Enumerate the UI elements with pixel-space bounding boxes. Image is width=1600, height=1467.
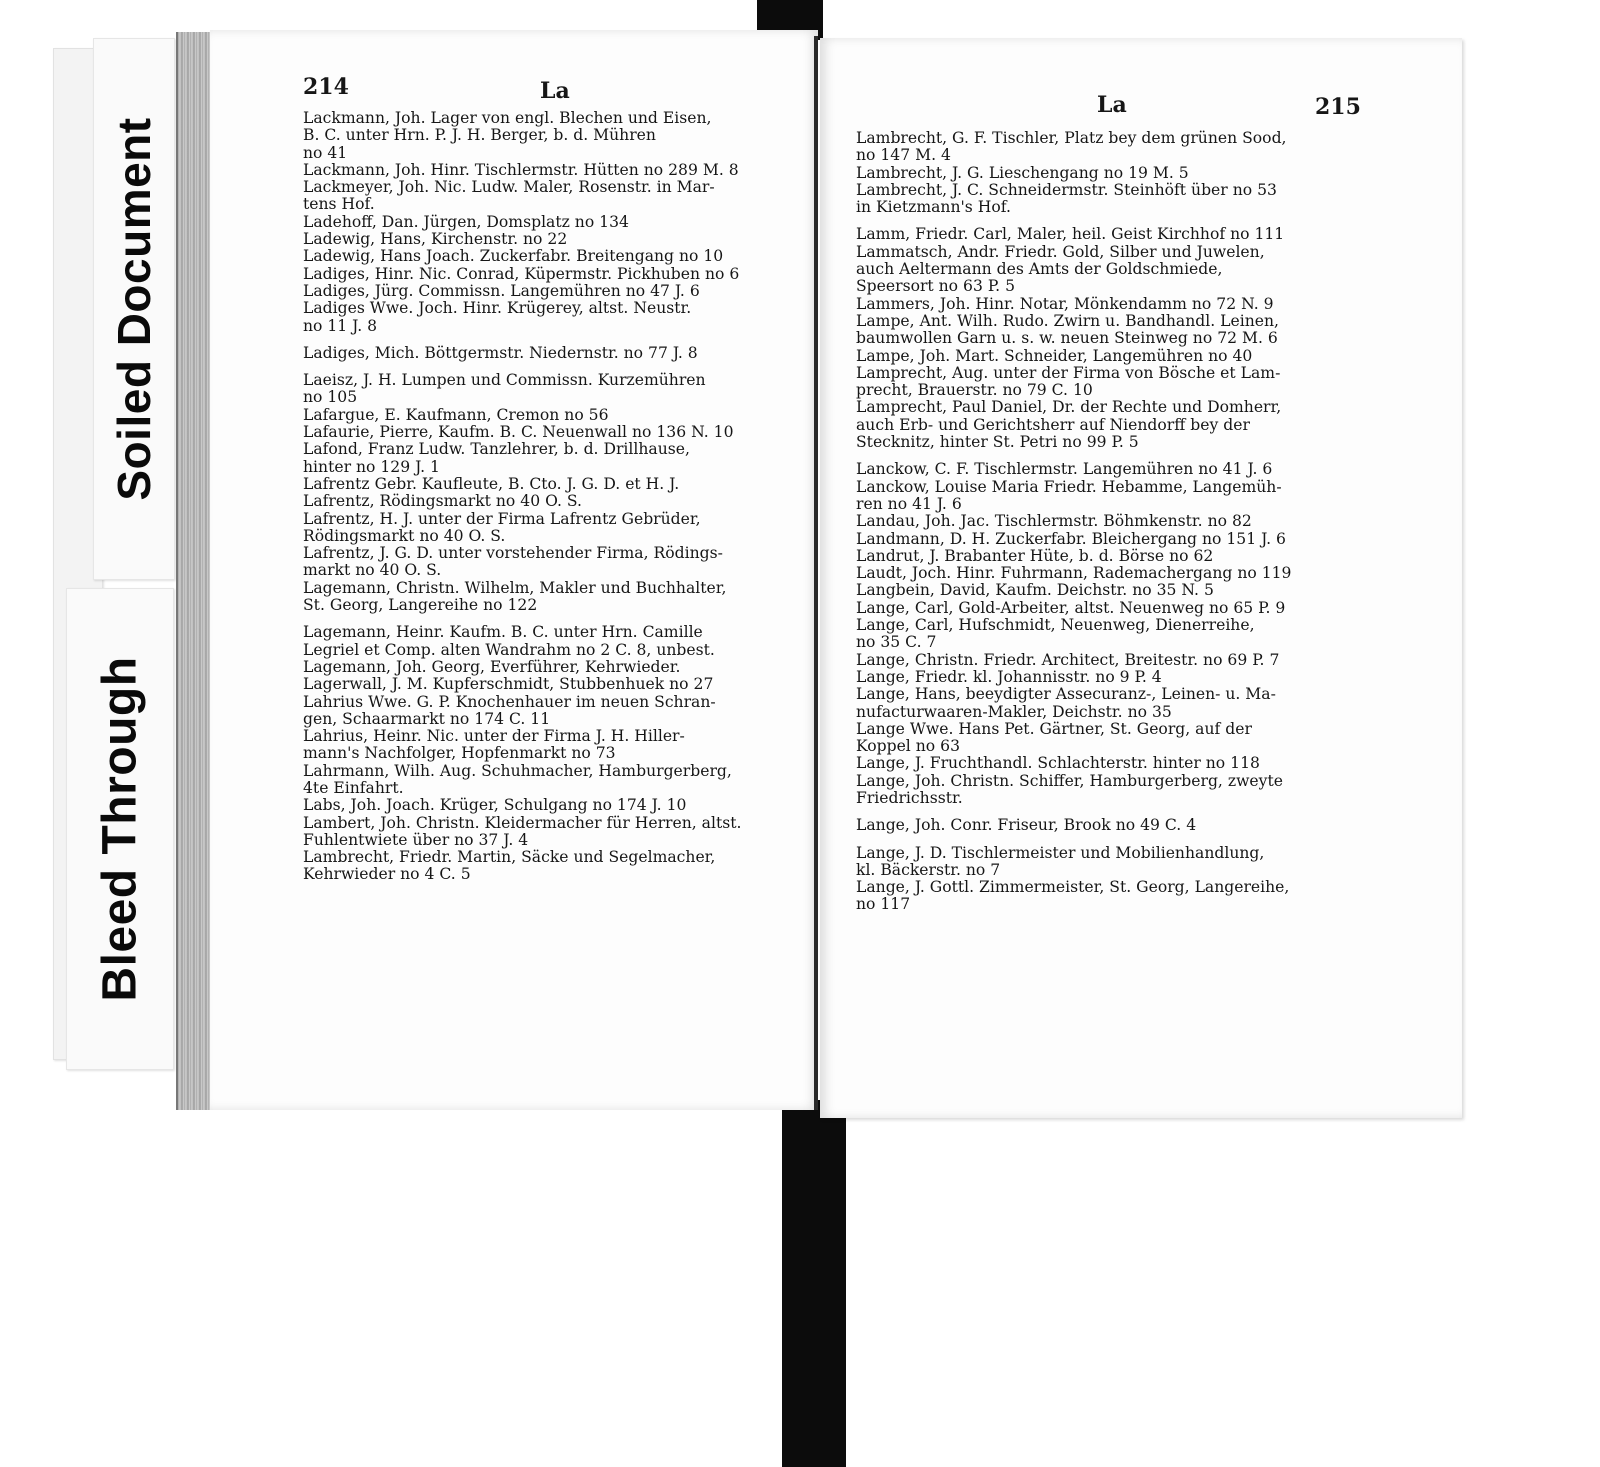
directory-entry	[303, 676, 741, 693]
entry-line: Lammers, Joh. Hinr. Notar, Mönkendamm no 72 N. 9	[856, 294, 1274, 313]
entry-line: Lafond, Franz Ludw. Tanzlehrer, b. d. Drillhause,	[303, 440, 690, 459]
entry-line: Speersort no 63 P. 5	[856, 277, 1015, 296]
entry-line: Landau, Joh. Jac. Tischlermstr. Böhmkenstr. no 82	[856, 512, 1252, 531]
directory-entry	[303, 694, 741, 729]
entry-line: B. C. unter Hrn. P. J. H. Berger, b. d. Mühren	[303, 126, 656, 145]
entry-line: no 41	[303, 143, 348, 162]
entry-line: Laeisz, J. H. Lumpen und Commissn. Kurzemühren	[303, 371, 706, 390]
entry-line: Friedrichsstr.	[856, 788, 963, 807]
entry-line: Laudt, Joch. Hinr. Fuhrmann, Rademachergang no 119	[856, 564, 1292, 583]
directory-entry	[856, 182, 1291, 217]
entry-line: Rödingsmarkt no 40 O. S.	[303, 526, 506, 545]
entry-line: no 147 M. 4	[856, 146, 951, 165]
entry-line: Lahrius Wwe. G. P. Knochenhauer im neuen Schran-	[303, 692, 716, 711]
entry-line: gen, Schaarmarkt no 174 C. 11	[303, 709, 551, 728]
directory-entry	[303, 162, 741, 179]
soiled-document-tag	[93, 38, 175, 580]
left-page-number: 214	[303, 74, 349, 100]
entry-line: Lampe, Joh. Mart. Schneider, Langemühren no 40	[856, 346, 1253, 365]
directory-entry	[303, 407, 741, 424]
entry-line: in Kietzmann's Hof.	[856, 198, 1011, 217]
directory-entry	[856, 617, 1291, 652]
entry-line: Lamprecht, Paul Daniel, Dr. der Rechte und Domherr,	[856, 398, 1282, 417]
right-running-head: La	[1097, 92, 1127, 118]
directory-entry	[856, 582, 1291, 599]
directory-entry	[856, 165, 1291, 182]
bleed-through-label: Bleed Through	[93, 656, 147, 1002]
directory-entry	[303, 580, 741, 615]
directory-entry	[303, 545, 741, 580]
entry-line: baumwollen Garn u. s. w. neuen Steinweg no 72 M. 6	[856, 329, 1278, 348]
entry-line: Lafargue, E. Kaufmann, Cremon no 56	[303, 405, 609, 424]
directory-entry	[303, 659, 741, 676]
right-page-number: 215	[1315, 94, 1361, 120]
directory-entry	[303, 511, 741, 546]
entry-line: Lanckow, C. F. Tischlermstr. Langemühren no 41 J. 6	[856, 460, 1273, 479]
entry-line: 4te Einfahrt.	[303, 778, 404, 797]
entry-line: Lafrentz, J. G. D. unter vorstehender Firma, Rödings-	[303, 544, 723, 563]
entry-line: Lampe, Ant. Wilh. Rudo. Zwirn u. Bandhandl. Leinen,	[856, 311, 1279, 330]
directory-entry	[856, 600, 1291, 617]
directory-entry	[303, 797, 741, 814]
entry-line: Lambrecht, J. C. Schneidermstr. Steinhöft über no 53	[856, 180, 1277, 199]
entry-line: Lackmeyer, Joh. Nic. Ludw. Maler, Rosenstr. in Mar-	[303, 178, 715, 197]
directory-entry	[856, 348, 1291, 365]
directory-entry	[303, 266, 741, 283]
entry-line: Lahrmann, Wilh. Aug. Schuhmacher, Hamburgerberg,	[303, 761, 732, 780]
directory-entry	[856, 755, 1291, 772]
entry-line: Lafaurie, Pierre, Kaufm. B. C. Neuenwall no 136 N. 10	[303, 423, 734, 442]
entry-line: mann's Nachfolger, Hopfenmarkt no 73	[303, 744, 616, 763]
directory-entry	[303, 849, 741, 884]
spine-bottom-strip	[782, 1100, 846, 1467]
entry-line: St. Georg, Langereihe no 122	[303, 596, 538, 615]
entry-line: Lange, Carl, Hufschmidt, Neuenweg, Dienerreihe,	[856, 616, 1255, 635]
entry-line: Lange, Carl, Gold-Arbeiter, altst. Neuenweg no 65 P. 9	[856, 598, 1286, 617]
entry-line: Lange, Hans, beeydigter Assecuranz-, Leinen- u. Ma-	[856, 685, 1276, 704]
directory-entry	[856, 479, 1291, 514]
directory-entry	[303, 283, 741, 300]
entry-line: Lange, J. Gottl. Zimmermeister, St. Georg, Langereihe,	[856, 878, 1290, 897]
entry-line: no 105	[303, 388, 358, 407]
entry-line: Lange, Christn. Friedr. Architect, Breitestr. no 69 P. 7	[856, 650, 1280, 669]
entry-line: Lanckow, Louise Maria Friedr. Hebamme, Langemüh-	[856, 477, 1282, 496]
entry-line: Lafrentz Gebr. Kaufleute, B. Cto. J. G. D. et H. J.	[303, 474, 680, 493]
entry-line: Lange, Friedr. kl. Johannisstr. no 9 P. 4	[856, 667, 1162, 686]
entry-line: Ladewig, Hans Joach. Zuckerfabr. Breitengang no 10	[303, 247, 724, 266]
entry-line: Legriel et Comp. alten Wandrahm no 2 C. 8, unbest.	[303, 640, 715, 659]
directory-entry	[856, 817, 1291, 834]
entry-line: Lange Wwe. Hans Pet. Gärtner, St. Georg, auf der	[856, 719, 1252, 738]
entry-line: Lange, Joh. Conr. Friseur, Brook no 49 C. 4	[856, 816, 1197, 835]
directory-entry	[303, 624, 741, 659]
entry-line: ren no 41 J. 6	[856, 494, 962, 513]
bleed-through-tag	[66, 588, 174, 1070]
directory-entry	[856, 399, 1291, 451]
entry-line: markt no 40 O. S.	[303, 561, 442, 580]
directory-entry	[303, 345, 741, 362]
entry-line: no 35 C. 7	[856, 633, 937, 652]
directory-entry	[856, 226, 1291, 243]
directory-entry	[303, 441, 741, 476]
entry-line: Lamprecht, Aug. unter der Firma von Bösche et Lam-	[856, 363, 1281, 382]
entry-line: Lagemann, Heinr. Kaufm. B. C. unter Hrn. Camille	[303, 623, 703, 642]
directory-entry	[856, 845, 1291, 880]
directory-entry	[856, 565, 1291, 582]
directory-entry	[856, 686, 1291, 721]
entry-line: Landrut, J. Brabanter Hüte, b. d. Börse no 62	[856, 546, 1214, 565]
entry-line: Ladewig, Hans, Kirchenstr. no 22	[303, 230, 568, 249]
entry-line: Stecknitz, hinter St. Petri no 99 P. 5	[856, 433, 1139, 452]
entry-line: Labs, Joh. Joach. Krüger, Schulgang no 174 J. 10	[303, 796, 687, 815]
entry-line: no 11 J. 8	[303, 316, 378, 335]
directory-entry	[303, 763, 741, 798]
directory-entry	[303, 179, 741, 214]
entry-line: precht, Brauerstr. no 79 C. 10	[856, 381, 1093, 400]
directory-entry	[303, 110, 741, 162]
entry-line: Lamm, Friedr. Carl, Maler, heil. Geist Kirchhof no 111	[856, 225, 1285, 244]
directory-entry	[303, 231, 741, 248]
directory-entry	[856, 721, 1291, 756]
entry-line: Ladiges Wwe. Joch. Hinr. Krügerey, altst. Neustr.	[303, 299, 692, 318]
directory-entry	[856, 548, 1291, 565]
entry-line: Koppel no 63	[856, 737, 960, 756]
entry-line: Lange, J. D. Tischlermeister und Mobilienhandlung,	[856, 843, 1265, 862]
entry-line: Lackmann, Joh. Hinr. Tischlermstr. Hütten no 289 M. 8	[303, 160, 739, 179]
entry-line: Lange, Joh. Christn. Schiffer, Hamburgerberg, zweyte	[856, 771, 1283, 790]
directory-entry	[856, 296, 1291, 313]
directory-entry	[856, 531, 1291, 548]
entry-line: Lammatsch, Andr. Friedr. Gold, Silber und Juwelen,	[856, 242, 1265, 261]
directory-entry	[303, 424, 741, 441]
left-running-head: La	[540, 78, 570, 104]
entry-line: Lambrecht, G. F. Tischler, Platz bey dem grünen Sood,	[856, 129, 1287, 147]
entry-line: Lange, J. Fruchthandl. Schlachterstr. hinter no 118	[856, 754, 1260, 773]
entry-line: Ladiges, Jürg. Commissn. Langemühren no 47 J. 6	[303, 281, 700, 300]
entry-line: nufacturwaaren-Makler, Deichstr. no 35	[856, 702, 1172, 721]
directory-entry	[856, 130, 1291, 165]
directory-entry	[303, 728, 741, 763]
entry-line: hinter no 129 J. 1	[303, 457, 440, 476]
directory-entry	[856, 365, 1291, 400]
entry-line: Ladehoff, Dan. Jürgen, Domsplatz no 134	[303, 212, 629, 231]
directory-entry	[856, 461, 1291, 478]
directory-entry	[856, 879, 1291, 914]
directory-entry	[856, 313, 1291, 348]
entry-line: Lackmann, Joh. Lager von engl. Blechen und Eisen,	[303, 109, 712, 127]
directory-entry	[303, 214, 741, 231]
entry-line: Fuhlentwiete über no 37 J. 4	[303, 830, 529, 849]
entry-line: Lafrentz, H. J. unter der Firma Lafrentz Gebrüder,	[303, 509, 701, 528]
directory-entry	[856, 773, 1291, 808]
entry-line: no 117	[856, 895, 911, 914]
entry-line: Lagerwall, J. M. Kupferschmidt, Stubbenhuek no 27	[303, 675, 714, 694]
entry-line: Ladiges, Mich. Böttgermstr. Niedernstr. no 77 J. 8	[303, 343, 698, 362]
entry-line: tens Hof.	[303, 195, 375, 214]
entry-line: Lagemann, Joh. Georg, Everführer, Kehrwieder.	[303, 657, 681, 676]
directory-entry	[303, 372, 741, 407]
entry-line: Lambert, Joh. Christn. Kleidermacher für Herren, altst.	[303, 813, 742, 832]
book-gutter	[814, 36, 818, 1110]
entry-line: Kehrwieder no 4 C. 5	[303, 865, 471, 884]
directory-entry	[303, 476, 741, 511]
entry-line: Langbein, David, Kaufm. Deichstr. no 35 N. 5	[856, 581, 1214, 600]
entry-line: auch Erb- und Gerichtsherr auf Niendorff bey der	[856, 415, 1250, 434]
directory-entry	[856, 669, 1291, 686]
entry-line: Lagemann, Christn. Wilhelm, Makler und Buchhalter,	[303, 578, 727, 597]
entry-line: Landmann, D. H. Zuckerfabr. Bleichergang no 151 J. 6	[856, 529, 1286, 548]
directory-entry	[856, 513, 1291, 530]
entry-line: kl. Bäckerstr. no 7	[856, 860, 1001, 879]
entry-line: Ladiges, Hinr. Nic. Conrad, Küpermstr. Pickhuben no 6	[303, 264, 740, 283]
directory-entry	[856, 244, 1291, 296]
directory-entry	[303, 248, 741, 265]
entry-line: Lambrecht, J. G. Lieschengang no 19 M. 5	[856, 163, 1189, 182]
directory-entry	[856, 652, 1291, 669]
entry-line: auch Aeltermann des Amts der Goldschmiede,	[856, 260, 1223, 279]
soiled-document-label: Soiled Document	[108, 117, 160, 501]
directory-entry	[303, 815, 741, 850]
left-directory-column	[303, 110, 741, 884]
entry-line: Lafrentz, Rödingsmarkt no 40 O. S.	[303, 492, 582, 511]
entry-line: Lahrius, Heinr. Nic. unter der Firma J. H. Hiller-	[303, 727, 685, 746]
directory-entry	[303, 300, 741, 335]
entry-line: Lambrecht, Friedr. Martin, Säcke und Segelmacher,	[303, 848, 716, 867]
right-directory-column	[856, 130, 1291, 914]
